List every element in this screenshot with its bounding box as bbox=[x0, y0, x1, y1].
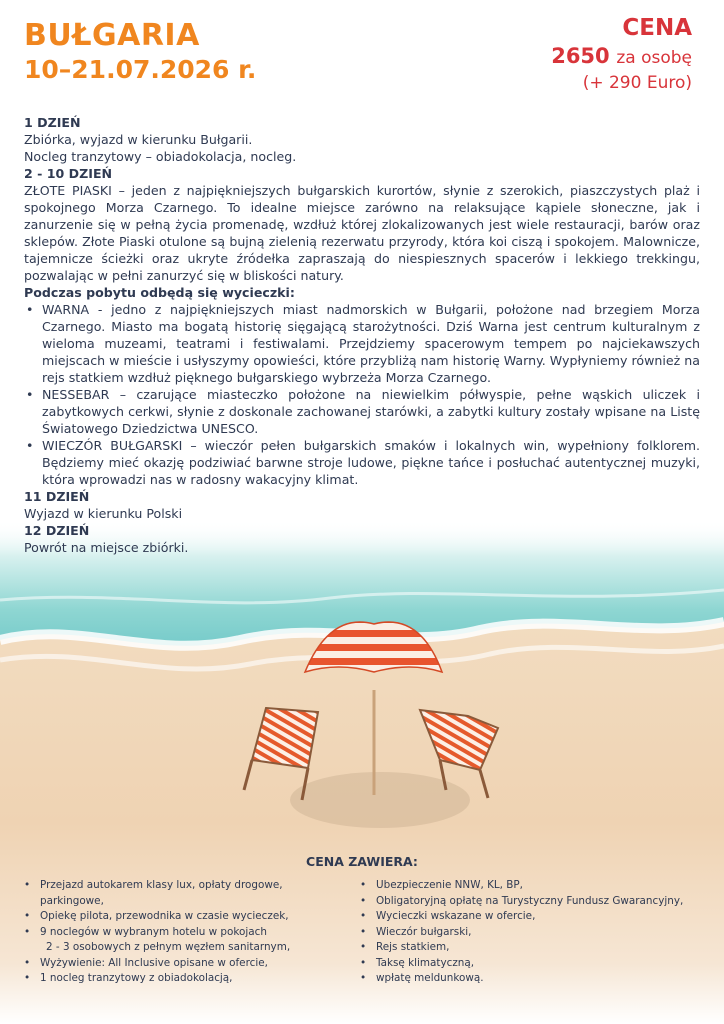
includes-right-list bbox=[358, 878, 708, 987]
includes-item: • wpłatę meldunkową. bbox=[358, 971, 708, 987]
price-box bbox=[551, 14, 692, 94]
includes-title: CENA ZAWIERA: bbox=[306, 854, 418, 869]
includes-item: • Wyżywienie: All Inclusive opisane w ofercie, bbox=[22, 956, 322, 972]
day-2-10-title: 2 - 10 DZIEŃ bbox=[24, 166, 113, 181]
excursion-item: • NESSEBAR – czarujące miasteczko położone na niewielkim półwyspie, pełne wąskich uliczek i zabytkowych cerkwi, słynie z doskonale zachowanej starówki, a zabytki kultury zostały wpisane na Listę Światowego Dziedzictwa UNESCO. bbox=[24, 386, 700, 437]
includes-item: • Rejs statkiem, bbox=[358, 940, 708, 956]
day-1-line: Zbiórka, wyjazd w kierunku Bułgarii. bbox=[24, 132, 253, 147]
includes-item: • Wycieczki wskazane w ofercie, bbox=[358, 909, 708, 925]
price-extra: (+ 290 Euro) bbox=[582, 73, 692, 93]
program-section bbox=[24, 114, 700, 556]
includes-item: • 1 nocleg tranzytowy z obiadokolacją, bbox=[22, 971, 322, 987]
day-11-text: Wyjazd w kierunku Polski bbox=[24, 506, 183, 521]
destination-title: BUŁGARIA bbox=[24, 18, 200, 53]
day-1-line: Nocleg tranzytowy – obiadokolacja, nocleg. bbox=[24, 149, 297, 164]
excursions-title: Podczas pobytu odbędą się wycieczki: bbox=[24, 285, 295, 300]
price-unit: za osobę bbox=[616, 48, 692, 68]
price-amount-line bbox=[551, 42, 692, 72]
day-12-text: Powrót na miejsce zbiórki. bbox=[24, 540, 189, 555]
includes-item: • Przejazd autokarem klasy lux, opłaty drogowe, parkingowe, bbox=[22, 878, 322, 909]
day-2-10-text: ZŁOTE PIASKI – jeden z najpiękniejszych bułgarskich kurortów, słynie z szerokich, piaszczystych plaż i spokojnego Morza Czarnego. To idealne miejsce zarówno na relaksujące kąpiele słoneczne, jak i zanurzenie się w pełną życia promenadę, wzdłuż której zlokalizowanych jest wiele restauracji, barów oraz sklepów. Złote Piaski otulone są bujną zielenią rezerwatu przyrody, która koi ciszą i spokojem. Malownicze, tajemnicze ścieżki oraz ukryte źródełka zapraszają do niespiesznych spacerów i lekkiego trekkingu, pozwalając w pełni zanurzyć się w bliskości natury. bbox=[24, 183, 700, 283]
includes-item: • Taksę klimatyczną, bbox=[358, 956, 708, 972]
includes-left-list bbox=[22, 878, 322, 987]
excursions-list bbox=[24, 301, 700, 488]
offer-title bbox=[24, 18, 256, 86]
excursion-item: • WIECZÓR BUŁGARSKI – wieczór pełen bułgarskich smaków i lokalnych win, wypełniony folklorem. Będziemy mieć okazję podziwiać barwne stroje ludowe, piękne tańce i posłuchać autentycznej muzyki, która wprowadzi nas w radosny wakacyjny klimat. bbox=[24, 437, 700, 488]
includes-item: • Ubezpieczenie NNW, KL, BP, bbox=[358, 878, 708, 894]
includes-item: • Opiekę pilota, przewodnika w czasie wycieczek, bbox=[22, 909, 322, 925]
includes-item-continued: 2 - 3 osobowych z pełnym węzłem sanitarnym, bbox=[46, 941, 291, 953]
day-11-title: 11 DZIEŃ bbox=[24, 489, 90, 504]
price-amount: 2650 bbox=[551, 44, 610, 68]
price-label: CENA bbox=[622, 15, 692, 41]
excursion-item: • WARNA - jedno z najpiękniejszych miast nadmorskich w Bułgarii, położone nad brzegiem Morza Czarnego. Miasto ma bogatą historię sięgającą starożytności. Dziś Warna jest centrum kulturalnym z wieloma muzeami, teatrami i festiwalami. Przejdziemy spacerowym tempem po najciekawszych miejscach w mieście i usłyszymy opowieści, które przybliżą nam historię Warny. Wypłyniemy również na rejs statkiem wzdłuż pięknego bułgarskiego wybrzeża Morza Czarnego. bbox=[24, 301, 700, 386]
day-1-title: 1 DZIEŃ bbox=[24, 115, 81, 130]
includes-item: • 9 noclegów w wybranym hotelu w pokojach bbox=[22, 925, 322, 941]
trip-dates: 10–21.07.2026 r. bbox=[24, 55, 257, 84]
includes-item: • Obligatoryjną opłatę na Turystyczny Fundusz Gwarancyjny, bbox=[358, 894, 708, 910]
includes-item: • Wieczór bułgarski, bbox=[358, 925, 708, 941]
day-12-title: 12 DZIEŃ bbox=[24, 523, 90, 538]
